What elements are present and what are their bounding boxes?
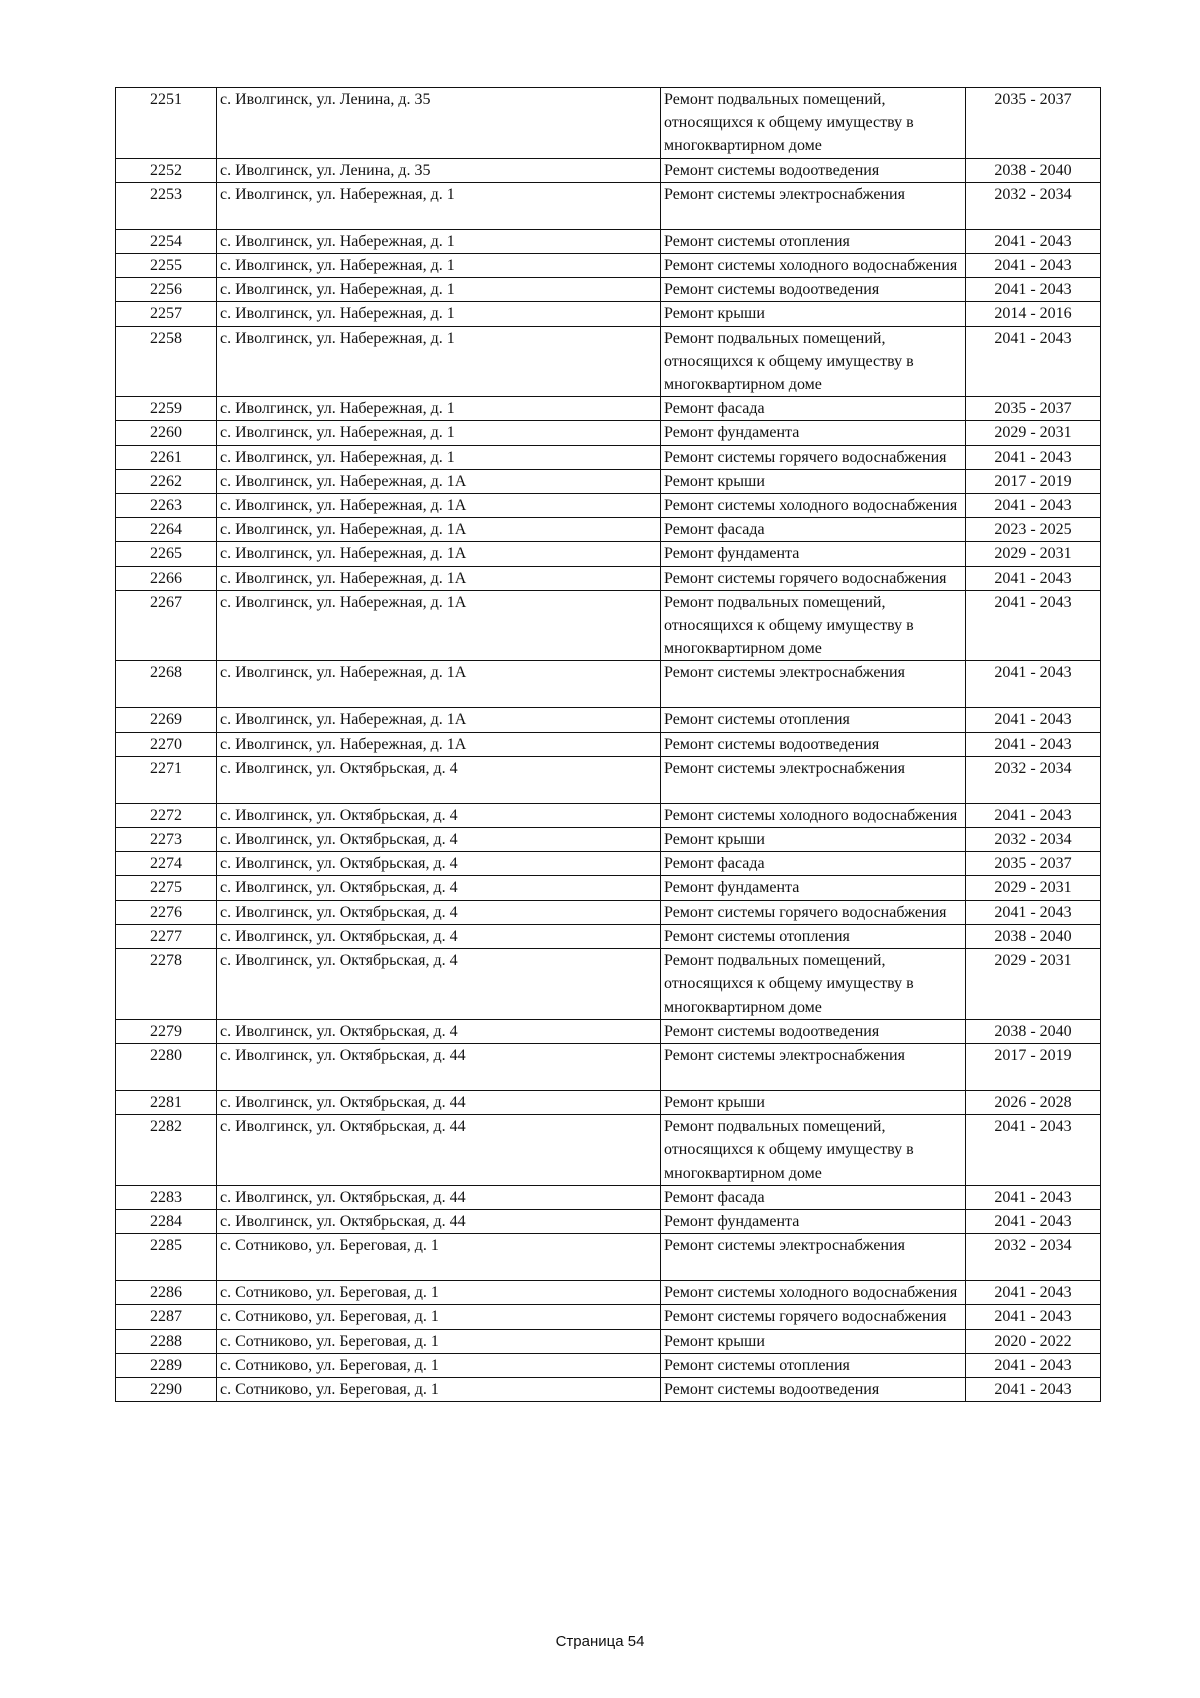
row-work-type: Ремонт крыши <box>661 1329 966 1353</box>
row-address: с. Иволгинск, ул. Набережная, д. 1А <box>217 661 661 708</box>
table-row <box>116 518 1101 542</box>
row-number: 2285 <box>116 1234 217 1281</box>
row-period: 2032 - 2034 <box>966 182 1101 229</box>
table-row <box>116 828 1101 852</box>
row-number: 2268 <box>116 661 217 708</box>
row-period: 2041 - 2043 <box>966 445 1101 469</box>
table-row <box>116 900 1101 924</box>
row-address: с. Сотниково, ул. Береговая, д. 1 <box>217 1329 661 1353</box>
row-address: с. Иволгинск, ул. Октябрьская, д. 4 <box>217 924 661 948</box>
row-number: 2288 <box>116 1329 217 1353</box>
row-number: 2289 <box>116 1353 217 1377</box>
row-period: 2029 - 2031 <box>966 421 1101 445</box>
row-work-type: Ремонт фундамента <box>661 1209 966 1233</box>
row-number: 2287 <box>116 1305 217 1329</box>
table-row <box>116 1281 1101 1305</box>
row-address: с. Иволгинск, ул. Ленина, д. 35 <box>217 88 661 159</box>
row-period: 2041 - 2043 <box>966 661 1101 708</box>
row-work-type: Ремонт системы горячего водоснабжения <box>661 1305 966 1329</box>
table-row <box>116 1234 1101 1281</box>
row-work-type: Ремонт подвальных помещений, относящихся к общему имуществу в многоквартирном доме <box>661 949 966 1020</box>
table-row <box>116 158 1101 182</box>
table-row <box>116 302 1101 326</box>
row-work-type: Ремонт системы электроснабжения <box>661 182 966 229</box>
table-row <box>116 421 1101 445</box>
row-work-type: Ремонт системы отопления <box>661 924 966 948</box>
row-address: с. Иволгинск, ул. Набережная, д. 1 <box>217 229 661 253</box>
row-number: 2283 <box>116 1185 217 1209</box>
row-number: 2263 <box>116 494 217 518</box>
row-number: 2272 <box>116 803 217 827</box>
row-period: 2041 - 2043 <box>966 803 1101 827</box>
row-period: 2041 - 2043 <box>966 708 1101 732</box>
row-period: 2020 - 2022 <box>966 1329 1101 1353</box>
row-address: с. Иволгинск, ул. Набережная, д. 1А <box>217 518 661 542</box>
row-period: 2041 - 2043 <box>966 1209 1101 1233</box>
row-work-type: Ремонт фундамента <box>661 876 966 900</box>
row-number: 2274 <box>116 852 217 876</box>
table-row <box>116 1043 1101 1090</box>
row-period: 2041 - 2043 <box>966 732 1101 756</box>
row-work-type: Ремонт фасада <box>661 397 966 421</box>
row-period: 2038 - 2040 <box>966 1019 1101 1043</box>
row-period: 2035 - 2037 <box>966 397 1101 421</box>
table-row <box>116 661 1101 708</box>
row-period: 2041 - 2043 <box>966 1185 1101 1209</box>
row-address: с. Иволгинск, ул. Октябрьская, д. 4 <box>217 949 661 1020</box>
table-row <box>116 1377 1101 1401</box>
row-address: с. Иволгинск, ул. Набережная, д. 1 <box>217 397 661 421</box>
row-work-type: Ремонт системы горячего водоснабжения <box>661 445 966 469</box>
row-number: 2278 <box>116 949 217 1020</box>
row-period: 2041 - 2043 <box>966 254 1101 278</box>
row-number: 2290 <box>116 1377 217 1401</box>
row-address: с. Иволгинск, ул. Набережная, д. 1 <box>217 302 661 326</box>
row-work-type: Ремонт подвальных помещений, относящихся к общему имуществу в многоквартирном доме <box>661 1115 966 1186</box>
row-period: 2032 - 2034 <box>966 828 1101 852</box>
row-period: 2017 - 2019 <box>966 1043 1101 1090</box>
row-address: с. Иволгинск, ул. Октябрьская, д. 44 <box>217 1209 661 1233</box>
row-address: с. Иволгинск, ул. Октябрьская, д. 4 <box>217 1019 661 1043</box>
row-number: 2277 <box>116 924 217 948</box>
row-period: 2023 - 2025 <box>966 518 1101 542</box>
row-period: 2041 - 2043 <box>966 566 1101 590</box>
row-work-type: Ремонт крыши <box>661 1090 966 1114</box>
table-row <box>116 1329 1101 1353</box>
row-number: 2265 <box>116 542 217 566</box>
table-row <box>116 542 1101 566</box>
row-number: 2254 <box>116 229 217 253</box>
table-row <box>116 1115 1101 1186</box>
row-address: с. Иволгинск, ул. Набережная, д. 1А <box>217 566 661 590</box>
row-address: с. Иволгинск, ул. Набережная, д. 1А <box>217 708 661 732</box>
row-period: 2026 - 2028 <box>966 1090 1101 1114</box>
row-address: с. Иволгинск, ул. Набережная, д. 1 <box>217 182 661 229</box>
row-work-type: Ремонт системы отопления <box>661 708 966 732</box>
row-number: 2251 <box>116 88 217 159</box>
row-number: 2260 <box>116 421 217 445</box>
row-address: с. Иволгинск, ул. Октябрьская, д. 44 <box>217 1185 661 1209</box>
row-work-type: Ремонт системы холодного водоснабжения <box>661 254 966 278</box>
row-address: с. Сотниково, ул. Береговая, д. 1 <box>217 1234 661 1281</box>
table-row <box>116 949 1101 1020</box>
row-number: 2255 <box>116 254 217 278</box>
row-work-type: Ремонт системы отопления <box>661 229 966 253</box>
repair-schedule-table <box>115 87 1101 1402</box>
table-row <box>116 445 1101 469</box>
table-row <box>116 708 1101 732</box>
row-address: с. Иволгинск, ул. Набережная, д. 1А <box>217 590 661 661</box>
row-period: 2038 - 2040 <box>966 924 1101 948</box>
row-work-type: Ремонт фасада <box>661 1185 966 1209</box>
row-address: с. Иволгинск, ул. Набережная, д. 1А <box>217 542 661 566</box>
row-number: 2269 <box>116 708 217 732</box>
row-period: 2029 - 2031 <box>966 542 1101 566</box>
row-number: 2270 <box>116 732 217 756</box>
row-work-type: Ремонт системы электроснабжения <box>661 1234 966 1281</box>
row-address: с. Сотниково, ул. Береговая, д. 1 <box>217 1281 661 1305</box>
row-work-type: Ремонт фасада <box>661 518 966 542</box>
row-number: 2259 <box>116 397 217 421</box>
row-address: с. Иволгинск, ул. Набережная, д. 1А <box>217 469 661 493</box>
row-period: 2035 - 2037 <box>966 852 1101 876</box>
table-row <box>116 1305 1101 1329</box>
table-row <box>116 1019 1101 1043</box>
row-work-type: Ремонт системы электроснабжения <box>661 1043 966 1090</box>
row-number: 2252 <box>116 158 217 182</box>
table-row <box>116 852 1101 876</box>
row-work-type: Ремонт системы электроснабжения <box>661 756 966 803</box>
row-work-type: Ремонт подвальных помещений, относящихся к общему имуществу в многоквартирном доме <box>661 88 966 159</box>
row-address: с. Иволгинск, ул. Октябрьская, д. 4 <box>217 828 661 852</box>
table-row <box>116 1209 1101 1233</box>
row-work-type: Ремонт крыши <box>661 469 966 493</box>
row-work-type: Ремонт системы водоотведения <box>661 158 966 182</box>
table-row <box>116 326 1101 397</box>
row-period: 2029 - 2031 <box>966 949 1101 1020</box>
row-number: 2256 <box>116 278 217 302</box>
row-number: 2266 <box>116 566 217 590</box>
row-work-type: Ремонт системы отопления <box>661 1353 966 1377</box>
row-period: 2038 - 2040 <box>966 158 1101 182</box>
row-number: 2261 <box>116 445 217 469</box>
table-row <box>116 469 1101 493</box>
table-row <box>116 756 1101 803</box>
table-row <box>116 254 1101 278</box>
row-number: 2258 <box>116 326 217 397</box>
row-address: с. Иволгинск, ул. Набережная, д. 1А <box>217 494 661 518</box>
row-work-type: Ремонт подвальных помещений, относящихся к общему имуществу в многоквартирном доме <box>661 326 966 397</box>
row-address: с. Иволгинск, ул. Октябрьская, д. 44 <box>217 1043 661 1090</box>
table-row <box>116 1185 1101 1209</box>
row-work-type: Ремонт системы холодного водоснабжения <box>661 1281 966 1305</box>
row-number: 2257 <box>116 302 217 326</box>
row-period: 2032 - 2034 <box>966 1234 1101 1281</box>
row-period: 2035 - 2037 <box>966 88 1101 159</box>
table-row <box>116 182 1101 229</box>
row-address: с. Иволгинск, ул. Набережная, д. 1 <box>217 326 661 397</box>
row-number: 2276 <box>116 900 217 924</box>
row-period: 2041 - 2043 <box>966 1353 1101 1377</box>
row-address: с. Иволгинск, ул. Октябрьская, д. 4 <box>217 900 661 924</box>
row-work-type: Ремонт системы горячего водоснабжения <box>661 566 966 590</box>
row-period: 2041 - 2043 <box>966 900 1101 924</box>
row-address: с. Иволгинск, ул. Набережная, д. 1 <box>217 254 661 278</box>
row-number: 2279 <box>116 1019 217 1043</box>
row-period: 2032 - 2034 <box>966 756 1101 803</box>
table-body <box>116 88 1101 1402</box>
table-row <box>116 278 1101 302</box>
row-period: 2029 - 2031 <box>966 876 1101 900</box>
table-row <box>116 566 1101 590</box>
row-number: 2253 <box>116 182 217 229</box>
row-period: 2041 - 2043 <box>966 326 1101 397</box>
row-address: с. Сотниково, ул. Береговая, д. 1 <box>217 1305 661 1329</box>
row-work-type: Ремонт системы водоотведения <box>661 278 966 302</box>
row-address: с. Иволгинск, ул. Набережная, д. 1 <box>217 278 661 302</box>
row-work-type: Ремонт системы горячего водоснабжения <box>661 900 966 924</box>
row-number: 2280 <box>116 1043 217 1090</box>
table-row <box>116 494 1101 518</box>
row-address: с. Иволгинск, ул. Набережная, д. 1 <box>217 445 661 469</box>
row-work-type: Ремонт системы холодного водоснабжения <box>661 494 966 518</box>
row-number: 2282 <box>116 1115 217 1186</box>
row-address: с. Иволгинск, ул. Набережная, д. 1А <box>217 732 661 756</box>
table-row <box>116 1090 1101 1114</box>
row-number: 2273 <box>116 828 217 852</box>
row-address: с. Иволгинск, ул. Набережная, д. 1 <box>217 421 661 445</box>
row-address: с. Иволгинск, ул. Ленина, д. 35 <box>217 158 661 182</box>
row-address: с. Иволгинск, ул. Октябрьская, д. 4 <box>217 876 661 900</box>
row-number: 2271 <box>116 756 217 803</box>
row-period: 2014 - 2016 <box>966 302 1101 326</box>
row-work-type: Ремонт системы водоотведения <box>661 1377 966 1401</box>
table-row <box>116 803 1101 827</box>
row-address: с. Иволгинск, ул. Октябрьская, д. 4 <box>217 803 661 827</box>
table-row <box>116 1353 1101 1377</box>
row-work-type: Ремонт системы водоотведения <box>661 732 966 756</box>
row-address: с. Сотниково, ул. Береговая, д. 1 <box>217 1353 661 1377</box>
table-row <box>116 88 1101 159</box>
row-number: 2264 <box>116 518 217 542</box>
row-number: 2267 <box>116 590 217 661</box>
row-period: 2041 - 2043 <box>966 229 1101 253</box>
page-number: Страница 54 <box>555 1633 645 1650</box>
row-period: 2041 - 2043 <box>966 590 1101 661</box>
table-row <box>116 732 1101 756</box>
row-work-type: Ремонт фасада <box>661 852 966 876</box>
row-work-type: Ремонт системы водоотведения <box>661 1019 966 1043</box>
table-row <box>116 229 1101 253</box>
table-row <box>116 397 1101 421</box>
row-work-type: Ремонт крыши <box>661 828 966 852</box>
row-period: 2041 - 2043 <box>966 1281 1101 1305</box>
row-work-type: Ремонт системы электроснабжения <box>661 661 966 708</box>
row-work-type: Ремонт крыши <box>661 302 966 326</box>
row-work-type: Ремонт подвальных помещений, относящихся к общему имуществу в многоквартирном доме <box>661 590 966 661</box>
row-address: с. Сотниково, ул. Береговая, д. 1 <box>217 1377 661 1401</box>
row-work-type: Ремонт системы холодного водоснабжения <box>661 803 966 827</box>
row-period: 2041 - 2043 <box>966 494 1101 518</box>
row-number: 2281 <box>116 1090 217 1114</box>
table-row <box>116 924 1101 948</box>
row-work-type: Ремонт фундамента <box>661 542 966 566</box>
row-work-type: Ремонт фундамента <box>661 421 966 445</box>
row-period: 2041 - 2043 <box>966 1305 1101 1329</box>
row-address: с. Иволгинск, ул. Октябрьская, д. 4 <box>217 852 661 876</box>
row-address: с. Иволгинск, ул. Октябрьская, д. 4 <box>217 756 661 803</box>
row-number: 2286 <box>116 1281 217 1305</box>
row-address: с. Иволгинск, ул. Октябрьская, д. 44 <box>217 1115 661 1186</box>
row-number: 2284 <box>116 1209 217 1233</box>
row-number: 2275 <box>116 876 217 900</box>
row-period: 2041 - 2043 <box>966 1377 1101 1401</box>
row-period: 2041 - 2043 <box>966 1115 1101 1186</box>
row-address: с. Иволгинск, ул. Октябрьская, д. 44 <box>217 1090 661 1114</box>
table-row <box>116 876 1101 900</box>
row-period: 2017 - 2019 <box>966 469 1101 493</box>
row-period: 2041 - 2043 <box>966 278 1101 302</box>
row-number: 2262 <box>116 469 217 493</box>
table-row <box>116 590 1101 661</box>
